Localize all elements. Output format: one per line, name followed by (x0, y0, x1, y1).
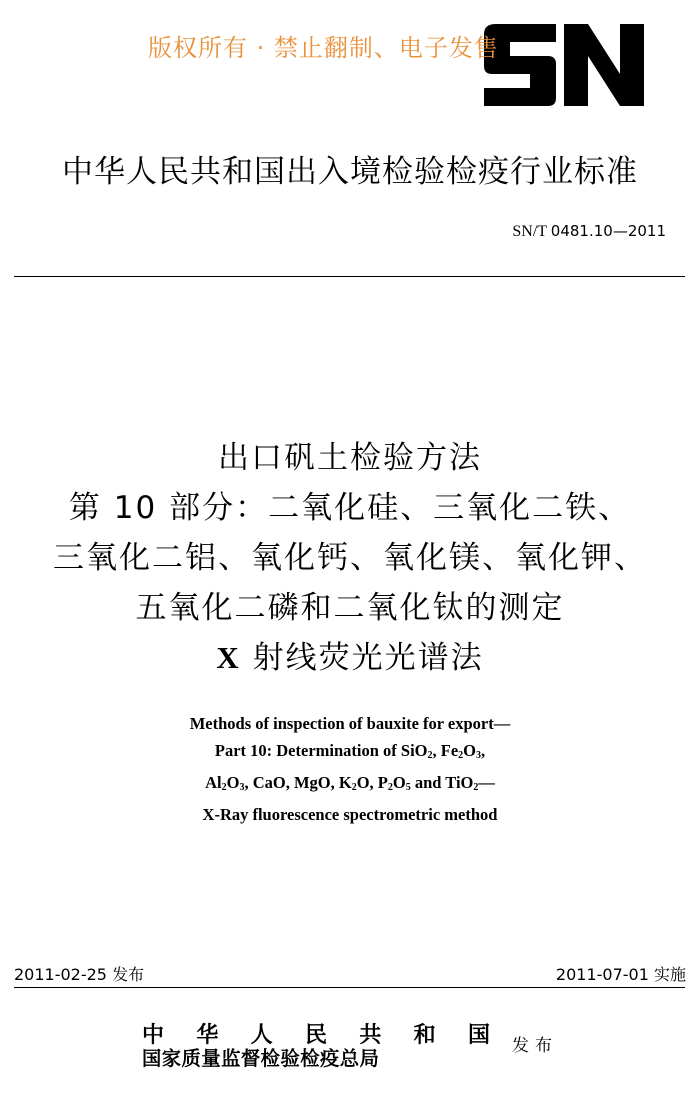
english-title-line-3 (0, 769, 700, 801)
en-l3-p-sub: 2 (387, 782, 393, 793)
standard-number (512, 222, 666, 241)
en-l3-o3: O (392, 773, 406, 792)
x-letter: X (216, 640, 241, 675)
chinese-title-line-5 (0, 633, 700, 683)
issuer-line-2: 国家质量监督检验检疫总局 (142, 1047, 380, 1070)
implementation-date: 2011-07-01 实施 (555, 965, 686, 984)
en-l3-o1-sub: 3 (239, 782, 245, 793)
en-l2-a: Part 10: Determination of SiO (214, 741, 428, 760)
en-l3-o1: O (226, 773, 240, 792)
sn-logo-icon (484, 24, 644, 106)
chinese-title-line-5-rest: 射线荧光光谱法 (240, 640, 484, 676)
chinese-title-line-1: 出口矾土检验方法 (218, 440, 482, 476)
english-title-line-4: X-Ray fluorescence spectrometric method (202, 805, 498, 824)
en-l2-d: , (481, 741, 486, 760)
issuer-title: 中华人民共和国出入境检验检疫行业标准 (62, 154, 638, 190)
en-l2-sub3: 3 (476, 750, 481, 761)
en-l2-sub1: 2 (427, 750, 433, 761)
chinese-title (0, 433, 700, 683)
watermark-text: 版权所有 · 禁止翻制、电子发售 (148, 34, 499, 62)
issue-date: 2011-02-25 发布 (14, 965, 145, 984)
standard-prefix: SN/T (512, 223, 551, 240)
english-title-line-1: Methods of inspection of bauxite for export— (189, 714, 511, 733)
english-title (0, 710, 700, 828)
en-l3-o2: O, P (356, 773, 388, 792)
en-l3-dash: — (478, 773, 495, 792)
en-l3-ti-sub: 2 (473, 782, 479, 793)
bottom-divider (14, 987, 685, 988)
chinese-title-line-2: 第 10 部分：二氧化硅、三氧化二铁、 (68, 490, 632, 526)
en-l2-sub2: 2 (458, 750, 464, 761)
en-l3-al: Al (205, 773, 222, 792)
issuer-char: 国 (467, 1022, 490, 1048)
issuer-char: 共 (359, 1022, 382, 1048)
chinese-title-line-4: 五氧化二磷和二氧化钛的测定 (135, 590, 565, 626)
en-l3-al-sub: 2 (221, 782, 227, 793)
en-l2-c: O (463, 741, 476, 760)
issuer-char: 华 (196, 1022, 219, 1048)
top-divider (14, 276, 685, 277)
chinese-title-line-3: 三氧化二铝、氧化钙、氧化镁、氧化钾、 (53, 540, 647, 576)
en-l3-o3-sub: 5 (405, 782, 411, 793)
en-l2-b: , Fe (432, 741, 459, 760)
en-l3-rest1: , CaO, MgO, K (244, 773, 352, 792)
english-title-line-2 (0, 737, 700, 769)
standard-code: 0481.10—2011 (550, 222, 666, 240)
en-l3-and: and TiO (410, 773, 474, 792)
issuer-char: 中 (142, 1022, 165, 1048)
issuer-char: 人 (250, 1022, 273, 1048)
publish-label: 发布 (512, 1036, 558, 1056)
issuer-char: 和 (413, 1022, 436, 1048)
issuer-char: 民 (304, 1022, 327, 1048)
en-l3-k-sub: 2 (351, 782, 357, 793)
